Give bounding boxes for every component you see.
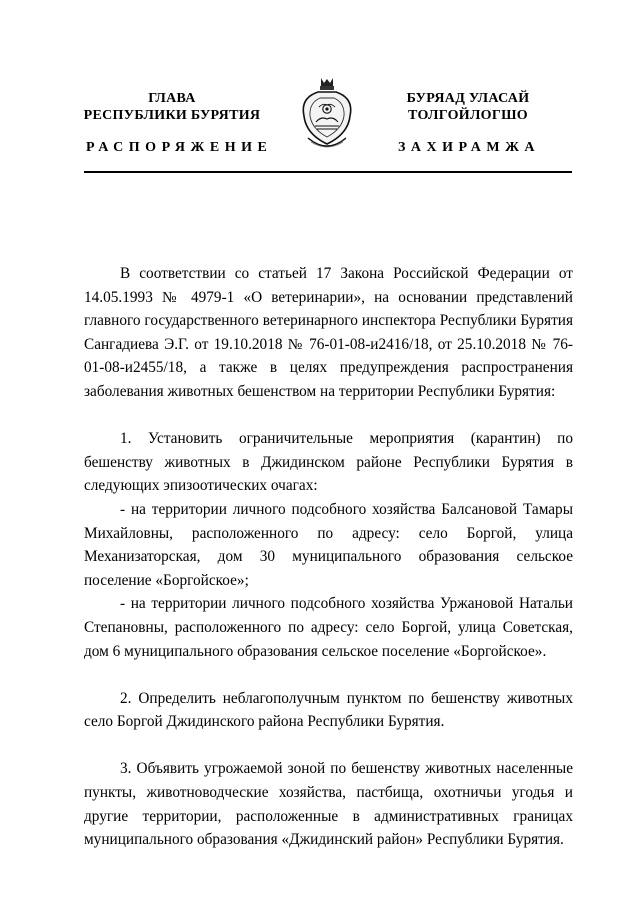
header-divider	[84, 171, 572, 173]
item-2: 2. Определить неблагополучным пунктом по бешенству животных село Боргой Джидинского района Республики Бурятия.	[84, 689, 573, 731]
document-type-ru: РАСПОРЯЖЕНИЕ	[86, 140, 273, 155]
item-1-subitem-b: - на территории личного подсобного хозяйства Уржановой Натальи Степановны, расположенного по адресу: село Боргой, улица Советская, дом 6 муниципального образования сельское поселение «Боргойское».	[84, 595, 573, 660]
item-1: 1. Установить ограничительные мероприятия (карантин) по бешенству животных в Джидинском районе Республики Бурятия в следующих эпизоотических очагах:	[84, 430, 573, 495]
header-left-line2: РЕСПУБЛИКИ БУРЯТИЯ	[83, 108, 261, 123]
header-right	[388, 90, 548, 124]
header-left	[82, 90, 262, 124]
item-1-subitem-a: - на территории личного подсобного хозяйства Балсановой Тамары Михайловны, расположенного по адресу: село Боргой, улица Механизаторская, дом 30 муниципального образования сельское поселение «Боргойское»;	[84, 500, 573, 589]
document-type-bua: ЗАХИРАМЖА	[398, 140, 541, 155]
item-3: 3. Объявить угрожаемой зоной по бешенству животных населенные пункты, животноводческие хозяйства, пастбища, охотничьи угодья и другие территории, расположенные в административных границах муниципального образования «Джидинский район» Республики Бурятия.	[84, 760, 573, 849]
coat-of-arms-icon	[296, 76, 358, 156]
header-left-line1: ГЛАВА	[148, 91, 196, 106]
header-right-line2: ТОЛГОЙЛОГШО	[408, 108, 528, 123]
preamble: В соответствии со статьей 17 Закона Российской Федерации от 14.05.1993 № 4979-1 «О ветеринарии», на основании представлений главного государственного ветеринарного инспектора Республики Бурятия Сангадиева Э.Г. от 19.10.2018 № 76-01-08-и2416/18, от 25.10.2018 № 76-01-08-и2455/18, а также в целях предупреждения распространения заболевания животных бешенством на территории Республики Бурятия:	[84, 265, 573, 400]
header-right-line1: БУРЯАД УЛАСАЙ	[406, 91, 530, 106]
document-body	[84, 262, 573, 852]
